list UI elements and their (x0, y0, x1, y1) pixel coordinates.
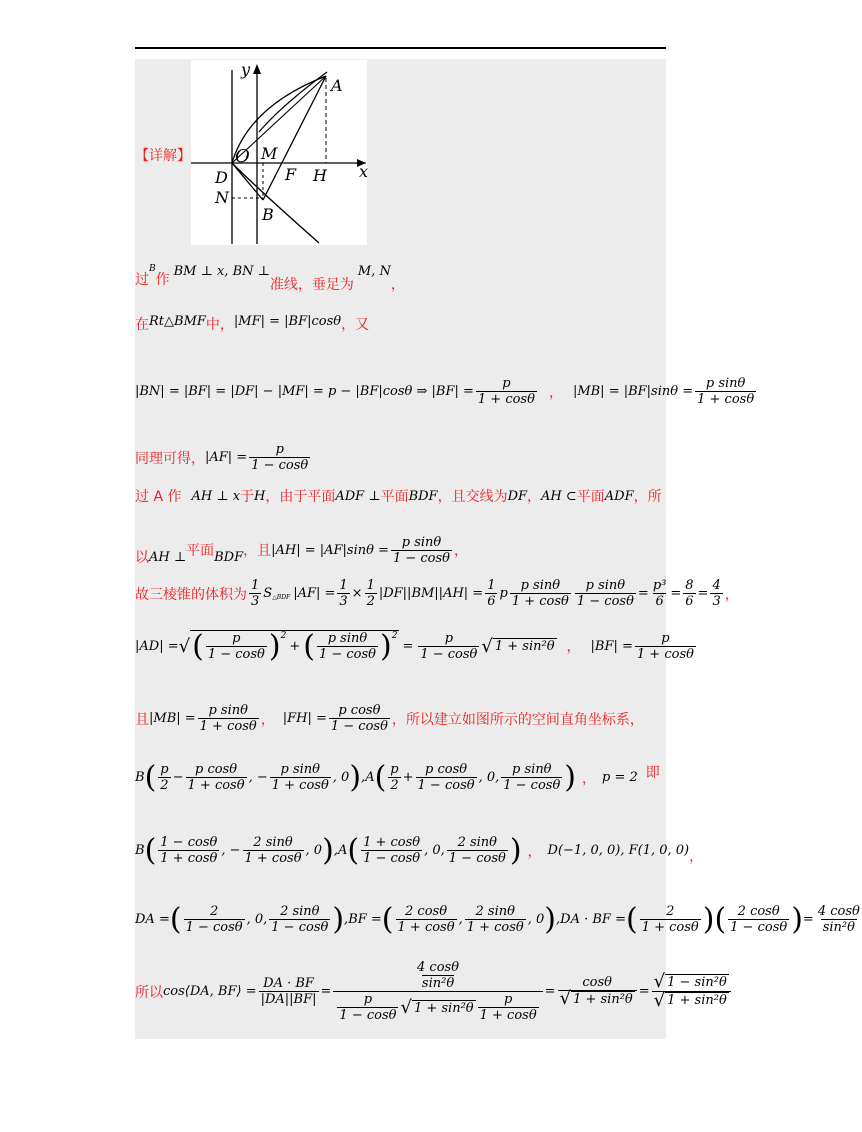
line-6: 以 AH ⊥ 平面 BDF ，且 |AH| = |AF|sinθ = $\frac{\text{p sinθ}}{1 - \cos\theta}$ ， (135, 534, 469, 566)
label-a: A (331, 76, 343, 95)
line-12: DA = ( $\frac{2}{1 - \cos\theta}$ , 0, $\frac{2 \sin\theta}{1 - \cos\theta}$ ) , BF = ( $\frac{2 \cos\theta}{1 + \cos\theta}$ , $\frac{2 \sin\theta}{1 + \cos\theta}$ , 0 ) , DA · BF = ( $\frac{2}{1 + \cos\theta}$ )( $\frac{2 \cos\theta}{1 - \cos\theta}$ ) = $\frac{4 \cos\theta}{\text{sin²θ}}$ (135, 901, 860, 937)
line-8: |AD| = √ ( $\frac{p}{1 - \cos\theta}$ ) 2 + ( $\frac{\text{p sinθ}}{1 - \cos\theta}$ ) 2 = $\frac{p}{1 - \cos\theta}$ √ 1 + sin²θ ， |BF| = $\frac{p}{1 + \cos\theta}$ (135, 628, 694, 664)
line-13: 所以 cos⟨DA, BF⟩ = $\frac{DA \cdot BF}{|DA||BF|}$ = 4 cosθ sin²θ $\frac{p}{1 - \cos\theta}$ √ 1 + sin²θ $\frac{p}{1 + \cos\theta}$ = cosθ √ 1 + sin²θ = √ 1 − sin²θ √ 1 + sin²θ (135, 960, 666, 1023)
parabola-figure (191, 60, 367, 245)
segment-db (232, 163, 263, 200)
line-11: B ( $\frac{1 - \cos\theta}{1 + \cos\theta}$ , − $\frac{2 \sin\theta}{1 + \cos\theta}$ , 0 ) , A ( $\frac{1 + \cos\theta}{1 - \cos\theta}$ , 0, $\frac{2 \sin\theta}{1 - \cos\theta}$ ) ， D(−1, 0, 0), F(1, 0, 0) ， (135, 832, 704, 868)
label-m: M (261, 144, 278, 163)
label-x: x (359, 162, 369, 181)
parabola-diagram (191, 60, 367, 245)
label-f: F (285, 165, 297, 184)
y-axis-arrow (253, 64, 261, 74)
line-4: 同理可得， |AF| = $\frac{p}{1 - \cos\theta}$ (135, 442, 309, 473)
label-o: O (235, 146, 250, 167)
header-rule (135, 47, 666, 49)
label-y: y (241, 60, 251, 79)
line-5: 过 A 作 AH ⊥ x 于 H ，由于平面 ADF ⊥ 平面 BDF ，且交线为 DF ， AH ⊂ 平面 ADF ，所 (135, 488, 662, 505)
label-b: B (262, 205, 274, 224)
line-2: 在 Rt△BMF 中， |MF| = |BF|cosθ ，又 (135, 314, 370, 333)
section-label: 【详解】 (135, 148, 191, 164)
line-3: |BN| = |BF| = |DF| − |MF| = p − |BF|cosθ ⇒ |BF| = $\frac{p}{1 + \cos\theta}$ ， |MB| = |BF|sinθ = $\frac{\text{p sinθ}}{1 + \cos\theta}$ (135, 376, 755, 407)
label-h: H (313, 166, 327, 185)
label-n: N (215, 188, 229, 207)
upper-parabola-arc (259, 72, 327, 132)
line-1: 过 B 作 BM ⊥ x, BN ⊥ 准线，垂足为 M, N ， (135, 264, 405, 293)
line-7: 故三棱锥的体积为 $\frac{1}{3}$ S △BDF |AF| = $\frac{1}{3}$ × $\frac{1}{2}$ |DF||BM||AH| = $\frac{1}{6}$ p $\frac{\text{p sinθ}}{1 + \cos\theta}$ $\frac{\text{p sinθ}}{1 - \cos\theta}$ = $\frac{\text{p³}}{6}$ = $\frac{8}{6}$ = $\frac{4}{3}$ ， (135, 578, 739, 609)
line-10: B ( $\frac{p}{2}$ − $\frac{\text{p cosθ}}{1 + \cos\theta}$ , − $\frac{\text{p sinθ}}{1 + \cos\theta}$ , 0 ) , A ( $\frac{p}{2}$ + $\frac{\text{p cosθ}}{1 - \cos\theta}$ , 0, $\frac{\text{p sinθ}}{1 - \cos\theta}$ ) ， p = 2 即 (135, 759, 660, 795)
line-9: 且 |MB| = $\frac{\text{p sinθ}}{1 + \cos\theta}$ ， |FH| = $\frac{\text{p cosθ}}{1 - \cos\theta}$ ，所以建立如图所示的空间直角坐标系， (135, 703, 644, 734)
label-d: D (215, 168, 228, 187)
